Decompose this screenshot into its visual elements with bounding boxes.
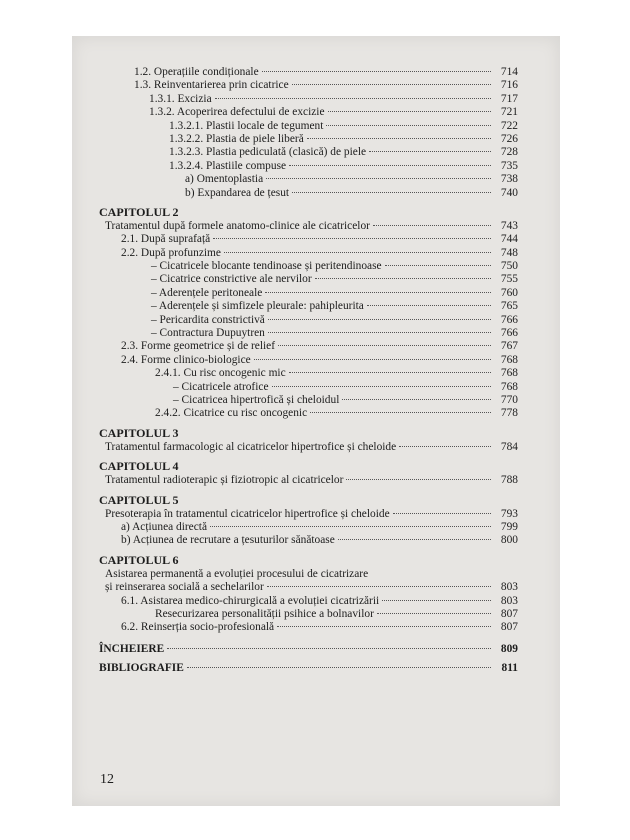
toc-entry: 1.3.2.4. Plastiile compuse 735 [169,159,518,172]
toc-entry: Tratamentul după formele anatomo-clinice ale cicatricelor 743 [105,219,518,232]
toc-entry: 2.4. Forme clinico-biologice 768 [121,353,518,366]
toc-entry: – Cicatrice constrictive ale nervilor 755 [151,273,518,286]
toc-entry: 2.1. După suprafață 744 [121,233,518,246]
toc-entry: – Pericardita constrictivă 766 [151,313,518,326]
toc-entry: – Aderențele și simfizele pleurale: pahipleurita 765 [151,300,518,313]
toc-entry: și reinserarea socială a sechelarilor 803 [105,581,518,594]
toc-entry: a) Omentoplastia 738 [185,173,518,186]
toc-entry: b) Expandarea de țesut 740 [185,186,518,199]
toc-entry: 1.3.1. Excizia 717 [149,92,518,105]
toc-entry: – Contractura Dupuytren 766 [151,327,518,340]
chapter-heading: CAPITOLUL 4 [99,459,179,474]
toc-entry: 1.3.2.1. Plastii locale de tegument 722 [169,119,518,132]
chapter-heading: CAPITOLUL 5 [99,492,179,507]
toc-entry: Tratamentul farmacologic al cicatricelor hipertrofice și cheloide 784 [105,440,518,453]
toc-entry: 6.2. Reinserția socio-profesională 807 [121,621,518,634]
toc-entry: – Aderențele peritoneale 760 [151,286,518,299]
toc-entry: 2.4.1. Cu risc oncogenic mic 768 [155,367,518,380]
toc-entry: – Cicatricea hipertrofică și cheloidul 770 [173,393,518,406]
toc-entry: a) Acțiunea directă 799 [121,520,518,533]
toc-entry: 1.3.2. Acoperirea defectului de excizie 721 [149,106,518,119]
toc-entry: 6.1. Asistarea medico-chirurgicală a evoluției cicatrizării 803 [121,594,518,607]
toc-entry: 1.2. Operațiile condiționale 714 [134,66,518,78]
chapter-heading: CAPITOLUL 6 [99,552,179,567]
table-of-contents [99,66,518,675]
toc-entry: 2.4.2. Cicatrice cu risc oncogenic 778 [155,407,518,420]
toc-entry: 1.3.2.3. Plastia pediculată (clasică) de piele 728 [169,146,518,159]
toc-entry: Presoterapia în tratamentul cicatricelor hipertrofice și cheloide 793 [105,507,518,520]
toc-entry: b) Acțiunea de recrutare a țesuturilor sănătoase 800 [121,534,518,547]
toc-entry: – Cicatricele blocante tendinoase și peritendinoase 750 [151,260,518,273]
chapter-heading: CAPITOLUL 2 [99,204,179,219]
toc-entry: 2.3. Forme geometrice și de relief 767 [121,340,518,353]
chapter-heading: CAPITOLUL 3 [99,425,179,440]
page-number: 12 [100,772,114,787]
toc-entry: – Cicatricele atrofice 768 [173,380,518,393]
toc-entry-bibliography: BIBLIOGRAFIE 811 [99,662,518,675]
toc-entry-text: Asistarea permanentă a evoluției procesului de cicatrizare [105,567,369,580]
toc-entry: Tratamentul radioterapic și fiziotropic al cicatricelor 788 [105,474,518,487]
toc-entry: 1.3.2.2. Plastia de piele liberă 726 [169,132,518,145]
toc-entry: 1.3. Reinventarierea prin cicatrice 716 [134,79,518,92]
toc-entry: Resecurizarea personalității psihice a bolnavilor 807 [155,607,518,620]
toc-entry-conclusion: ÎNCHEIERE 809 [99,642,518,655]
toc-entry: 2.2. După profunzime 748 [121,246,518,259]
book-page [72,36,560,806]
